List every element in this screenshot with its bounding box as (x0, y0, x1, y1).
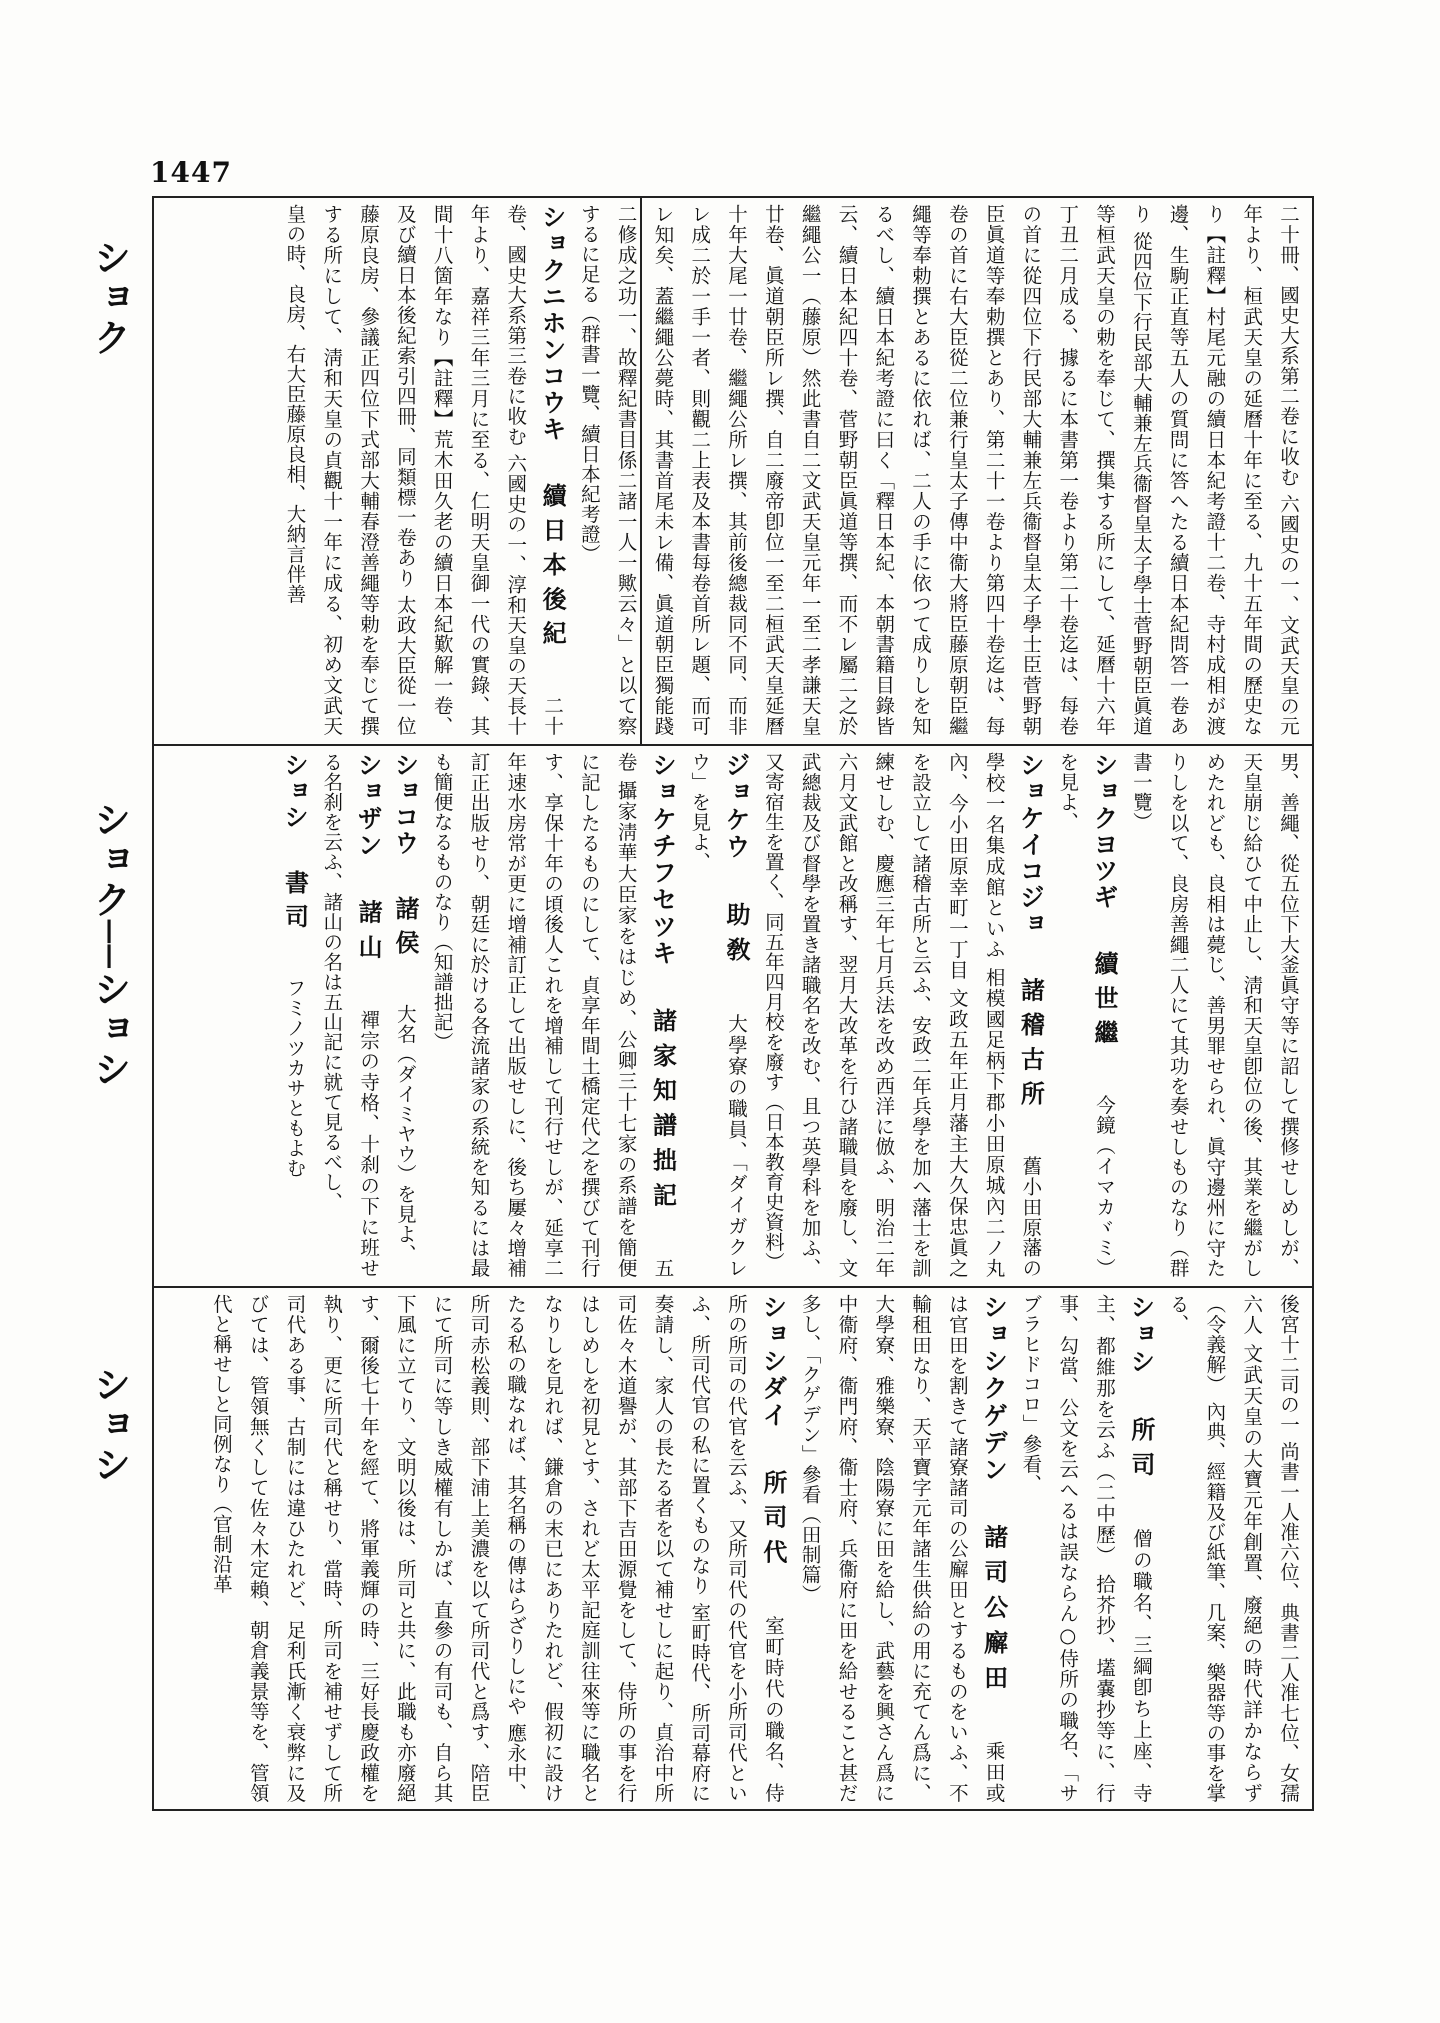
entry-kanji: 諸稽古所 (1016, 977, 1046, 1116)
entry-text: 今鏡（イマカヾミ）を見よ、 (1056, 752, 1117, 1278)
dictionary-entry (680, 752, 754, 1278)
band-divider-bottom (152, 1286, 1314, 1288)
dictionary-entry (276, 204, 570, 736)
entry-headword: ショシクゲデン (979, 1294, 1009, 1484)
entry-text: 男、善繩、從五位下大釜眞守等に詔して撰修せしめしが、天皇崩じ給ひて中止し、淸和天皇卽位の後、其業を繼がしめたれども、良相は薨じ、善男罪せられ、眞守邊州に守たりしを以て、良房善繩二人にて其功を奏せしものなり（群書一覽） (1129, 752, 1300, 1278)
entry-kanji: 諸山 (354, 898, 384, 969)
entry-kanji: 所司代 (758, 1468, 788, 1575)
entry-text: 舊小田原藩の學校一名集成館といふ 相模國足柄下郡小田原城內二ノ丸內、今小田原幸町一丁目 文政五年正月藩主大久保忠眞之を設立して諸稽古所と云ふ、安政二年兵學を加へ藩士を訓練せしむ、慶應三年七月兵法を改め西洋に倣ふ、明治二年六月文武館と改稱す、翌月大改革を行ひ諸職員を廢し、文武總裁及び督學を置き諸職名を改む、且つ英學科を加ふ、又寄宿生を置く、同五年四月校を廢す（日本教育史資料） (761, 752, 1043, 1278)
entry-continuation (570, 204, 1306, 736)
entry-headword: ショケイコジョ (1016, 752, 1046, 938)
entry-text: 僧の職名、三綱卽ち上座、寺主、都維那を云ふ（二中歷） 拾芥抄、壒嚢抄等に、行事、勾當、公文を云へるは誤ならん○侍所の職名、「サブラヒドコロ」參看、 (1019, 1294, 1153, 1803)
entry-headword: ショシダイ (758, 1294, 788, 1429)
entry-kanji: 諸家知譜拙記 (648, 1007, 678, 1218)
entry-continuation (1159, 1294, 1306, 1803)
entry-kanji: 諸司公廨田 (979, 1523, 1009, 1700)
side-heading-top: ショク (87, 238, 131, 358)
entry-headword: ショザン (354, 752, 384, 859)
entry-text: フミノツカサともよむ (283, 978, 307, 1178)
entry-kanji: 助敎 (722, 900, 752, 973)
dictionary-entry (276, 752, 313, 1278)
dictionary-entry (1048, 752, 1122, 1278)
entry-headword: ショシ (1126, 1294, 1156, 1376)
entry-text: 室町時代の職名、侍所の所司の代官を云ふ、又所司代の代官を小所司代といふ、所司代官の私に置くものなり 室町時代、所司幕府に奏請し、家人の長たる者を以て補せしに起り、貞治中所司佐々木道譽が、其部下吉田源覺をして、侍所の事を行はしめしを初見とす、されど太平記庭訓往來等に職名となりしを見れば、鎌倉の末已にありたれど、假初に設けたる私の職なれば、其名稱の傳はらざりしにや 應永中、所司赤松義則、部下浦上美濃を以て所司代と爲す、陪臣にて所司に等しき威權有しかば、直參の有司も、自ら其下風に立てり、文明以後は、所司と共に、此職も亦廢絕す、爾後七十年を經て、將軍義輝の時、三好長慶政權を執り、更に所司代と稱せり、當時、所司を補せずして所司代ある事、古制には違ひたれど、足利氏漸く衰弊に及びては、管領無くして佐々木定賴、朝倉義景等を、管領代と稱せしと同例なり（官制沿革 (209, 1294, 785, 1803)
entry-text: 禪宗の寺格、十刹の下に班せる名刹を云ふ、諸山の名は五山記に就て見るべし、 (320, 752, 381, 1278)
entry-text: 二十卷、國史大系第三卷に收む 六國史の一、淳和天皇の天長十年より、嘉祥三年三月に至る、仁明天皇御一代の實錄、其間十八箇年なり【註釋】荒木田久老の續日本紀歎解一卷、及び續日本後紀索引四冊、同類標一卷あり 太政大臣從一位藤原良房、參議正四位下式部大輔春澄善繩等勅を奉じて撰する所にして、淸和天皇の貞觀十一年に成る、初め文武天皇の時、良房、右大臣藤原良相、大納言伴善 (283, 204, 565, 736)
middle-band-text (158, 752, 1306, 1278)
bottom-band-text (158, 1294, 1306, 1803)
entry-headword: ショケチフセツキ (648, 752, 678, 967)
side-heading-bottom: ショシ (87, 1365, 131, 1485)
dictionary-entry (791, 1294, 1012, 1803)
entry-headword: ジョケウ (722, 752, 752, 861)
dictionary-entry (1012, 1294, 1159, 1803)
dictionary-entry (423, 752, 681, 1278)
entry-headword: ショクヨツギ (1090, 752, 1120, 911)
top-band-text (158, 204, 1306, 736)
dictionary-entry (386, 752, 423, 1278)
side-heading-middle: ショク──ショシ (87, 800, 131, 1090)
dictionary-entry (312, 752, 386, 1278)
entry-kanji: 所司 (1126, 1415, 1156, 1488)
entry-text: 大名（ダイミヤウ）を見よ、 (393, 1004, 417, 1264)
entry-text: 後宮十二司の一 尚書一人准六位、典書二人准七位、女孺六人 文武天皇の大寶元年創置、廢絕の時代詳かならず（令義解） 內典、經籍及び紙筆、几案、樂器等の事を掌る、 (1166, 1294, 1300, 1803)
page-number: 1447 (150, 156, 232, 189)
dictionary-entry (202, 1294, 791, 1803)
entry-headword: ショシ (280, 752, 310, 830)
entry-kanji: 續世繼 (1090, 950, 1120, 1055)
band-divider-top (152, 744, 1314, 746)
entry-kanji: 書司 (280, 870, 310, 938)
entry-headword: ショクニホンコウキ (538, 204, 568, 443)
entry-text: 乘田或は官田を割きて諸寮諸司の公廨田とするものをいふ、不輸租田なり、天平寶字元年諸生供給の用に充てん爲に、大學寮、雅樂寮、陰陽寮に田を給し、武藝を興さん爲に中衞府、衞門府、衞士府、兵衞府に田を給せること甚だ多し、「クゲデン」參看（田制篇） (798, 1294, 1006, 1803)
entry-kanji: 諸侯 (390, 896, 420, 964)
entry-text: 二十冊、國史大系第二卷に收む 六國史の一、文武天皇の元年より、桓武天皇の延曆十年に至る、九十五年間の歷史なり【註釋】村尾元融の續日本紀考證十二卷、寺村成相が渡邊、生駒正直等五人の質問に答へたる續日本紀問答一卷あり 從四位下行民部大輔兼左兵衞督皇太子學士菅野朝臣眞道等桓武天皇の勅を奉じて、撰集する所にして、延曆十六年丁丑二月成る、據るに本書第一卷より第二十卷迄は、每卷の首に從四位下行民部大輔兼左兵衞督皇太子學士臣菅野朝臣眞道等奉勅撰とあり、第二十一卷より第四十卷迄は、每卷の首に右大臣從二位兼行皇太子傳中衞大將臣藤原朝臣繼繩等奉勅撰とあるに依れば、二人の手に依つて成りしを知るべし、續日本紀考證に曰く「釋日本紀、本朝書籍目錄皆云、續日本紀四十卷、菅野朝臣眞道等撰、而不レ屬二之於繼繩公一（藤原）然此書自二文武天皇元年一至二孝謙天皇廿卷、眞道朝臣所レ撰、自二廢帝卽位一至二桓武天皇延曆十年大尾一廿卷、繼繩公所レ撰、其前後總裁同不同、而非レ成二於一手一者、則觀二上表及本書每卷首所レ題、而可レ知矣、蓋繼繩公薨時、其書首尾未レ備、眞道朝臣獨能踐二修成之功一、故釋紀書目係二諸一人一歟云々」と以て察するに足る（群書一覽、續日本紀考證） (577, 204, 1300, 736)
dictionary-entry (754, 752, 1048, 1278)
entry-text: 大學寮の職員、「ダイガクレウ」を見よ、 (688, 752, 749, 1278)
entry-text: 五卷 攝家淸華大臣家をはじめ、公卿三十七家の系譜を簡便に記したるものにして、貞享年間土橋定代之を撰びて刊行す、享保十年の頃後人これを增補して刊行せしが、延享二年速水房常が更に增補訂正して出版せしに、後ち屢々增補訂正出版せり、朝廷に於ける各流諸家の系統を知るには最も簡便なるものなり（知譜拙記） (430, 752, 675, 1278)
entry-kanji: 續日本後紀 (538, 482, 568, 656)
entry-headword: ショコウ (390, 752, 420, 856)
entry-continuation (1122, 752, 1306, 1278)
